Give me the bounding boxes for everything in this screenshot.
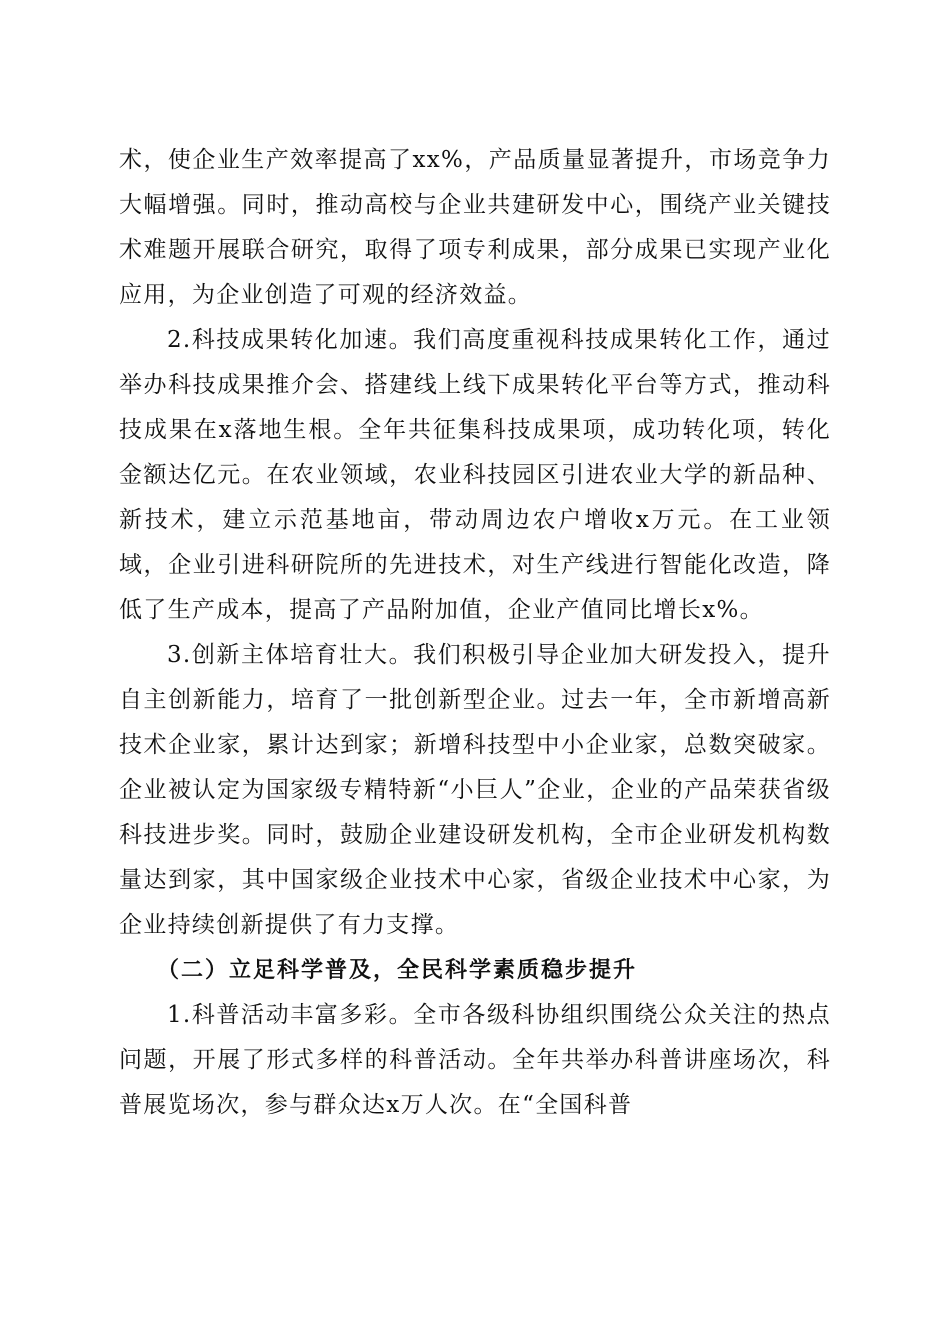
paragraph-innovation-entities: 3.创新主体培育壮大。我们积极引导企业加大研发投入，提升自主创新能力，培育了一批创新型企业。过去一年，全市新增高新技术企业家，累计达到家；新增科技型中小企业家，总数突破家。企业被认定为国家级专精特新“小巨人”企业，企业的产品荣获省级科技进步奖。同时，鼓励企业建设研发机构，全市企业研发机构数量达到家，其中国家级企业技术中心家，省级企业技术中心家，为企业持续创新提供了有力支撑。: [119, 642, 831, 938]
section-heading: （二）立足科学普及，全民科学素质稳步提升: [157, 958, 638, 983]
document-body: [119, 138, 831, 1128]
paragraph-science-popularization: 1.科普活动丰富多彩。全市各级科协组织围绕公众关注的热点问题，开展了形式多样的科普活动。全年共举办科普讲座场次，科普展览场次，参与群众达x万人次。在“全国科普: [119, 1002, 831, 1118]
paragraph-continued: 术，使企业生产效率提高了xx%，产品质量显著提升，市场竞争力大幅增强。同时，推动高校与企业共建研发中心，围绕产业关键技术难题开展联合研究，取得了项专利成果，部分成果已实现产业化应用，为企业创造了可观的经济效益。: [119, 147, 831, 308]
paragraph-tech-transfer: 2.科技成果转化加速。我们高度重视科技成果转化工作，通过举办科技成果推介会、搭建线上线下成果转化平台等方式，推动科技成果在x落地生根。全年共征集科技成果项，成功转化项，转化金额达亿元。在农业领域，农业科技园区引进农业大学的新品种、新技术，建立示范基地亩，带动周边农户增收x万元。在工业领域，企业引进科研院所的先进技术，对生产线进行智能化改造，降低了生产成本，提高了产品附加值，企业产值同比增长x%。: [119, 327, 831, 623]
